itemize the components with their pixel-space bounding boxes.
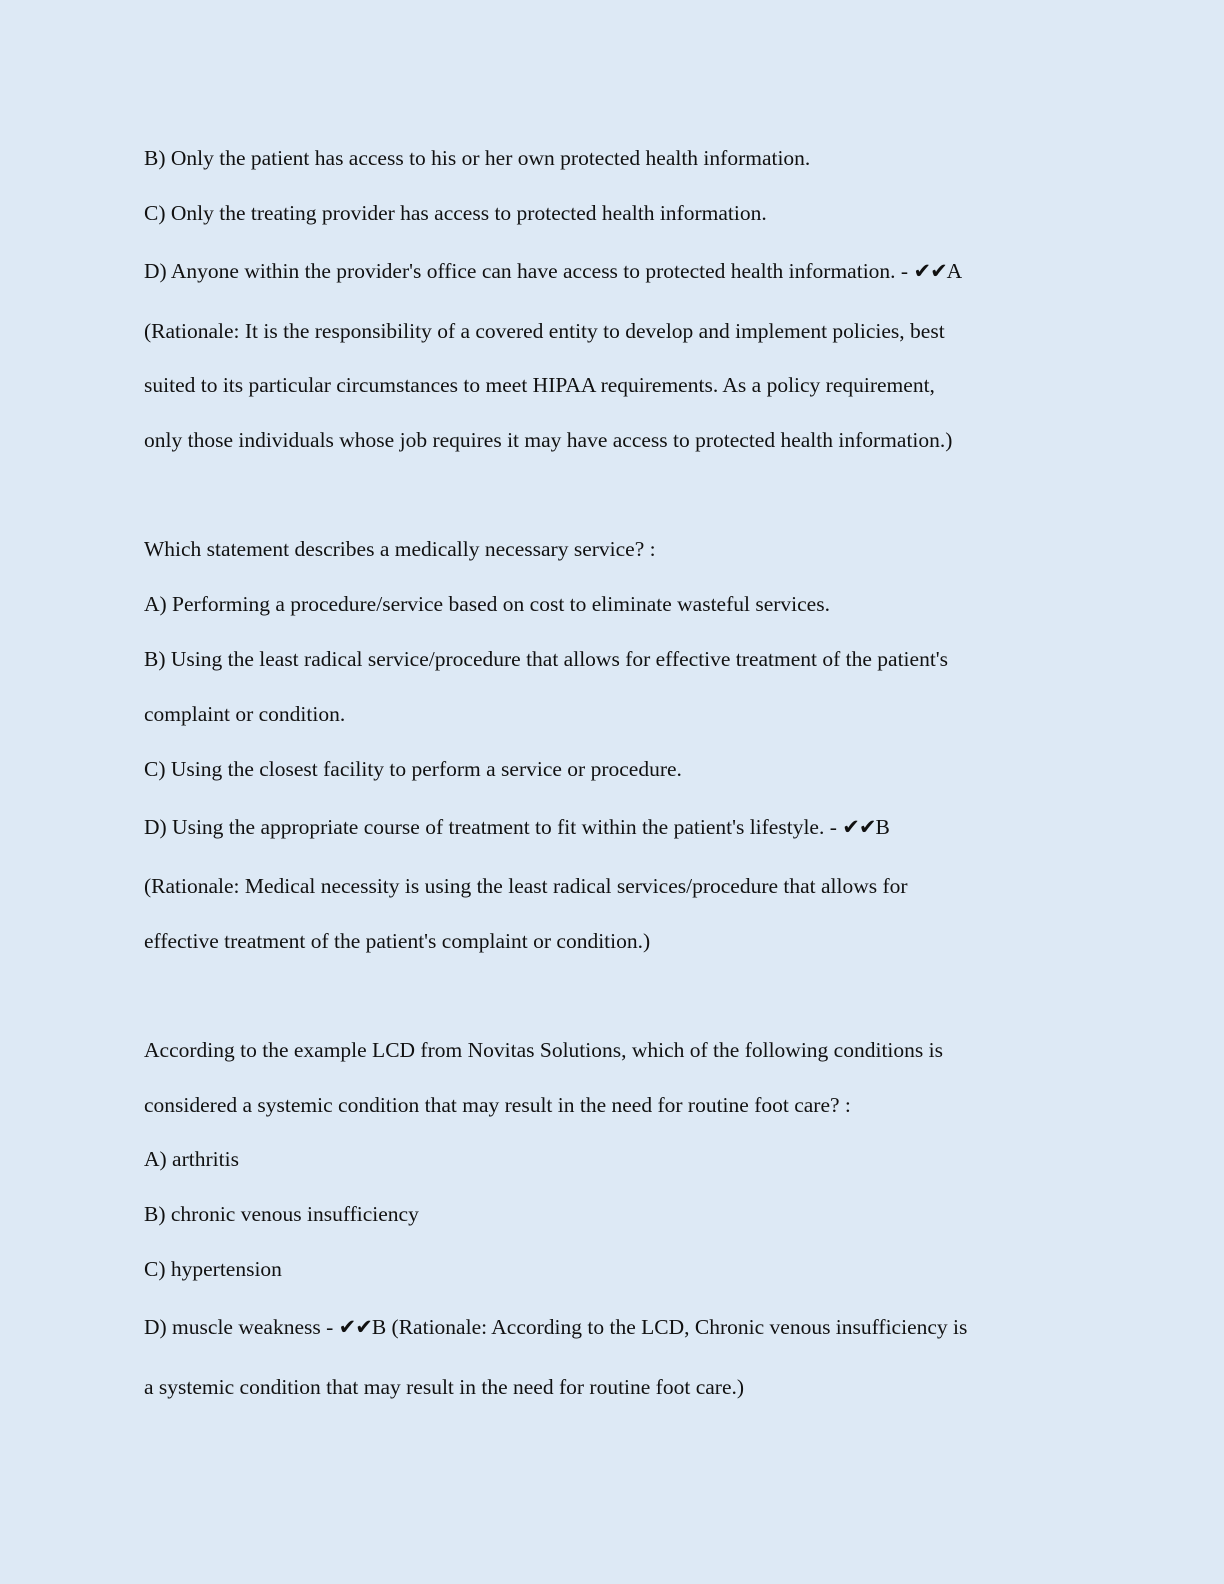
q2-option-b-line-2: complaint or condition. [144,702,346,726]
q1-option-b: B) Only the patient has access to his or her own protected health information. [144,146,811,170]
q3-question-line-2: considered a systemic condition that may result in the need for routine foot care? : [144,1093,851,1117]
q1-rationale-line-2: suited to its particular circumstances to meet HIPAA requirements. As a policy requirement, [144,373,935,397]
q2-rationale-line-1: (Rationale: Medical necessity is using the least radical services/procedure that allows for [144,874,908,898]
q2-option-c: C) Using the closest facility to perform a service or procedure. [144,757,682,781]
q1-rationale-line-3: only those individuals whose job requires it may have access to protected health information.) [144,428,953,452]
q3-option-d-line [144,1313,967,1341]
check-mark-icon: ✔✔ [913,259,947,283]
q2-option-d-line [144,813,890,841]
q3-option-b: B) chronic venous insufficiency [144,1202,419,1226]
q2-rationale-line-2: effective treatment of the patient's complaint or condition.) [144,929,651,953]
check-mark-icon: ✔✔ [338,1315,372,1339]
q3-answer-rationale: B (Rationale: According to the LCD, Chronic venous insufficiency is [371,1315,968,1339]
q3-rationale-line-2: a systemic condition that may result in the need for routine foot care.) [144,1375,745,1399]
q2-question: Which statement describes a medically necessary service? : [144,537,656,561]
check-mark-icon: ✔✔ [842,815,876,839]
q2-answer: B [875,815,890,839]
q3-question-line-1: According to the example LCD from Novitas Solutions, which of the following conditions is [144,1038,943,1062]
q3-option-c: C) hypertension [144,1257,282,1281]
q1-option-c: C) Only the treating provider has access to protected health information. [144,201,767,225]
q1-option-d-line [144,257,962,285]
q2-option-d: D) Using the appropriate course of treatment to fit within the patient's lifestyle. - [144,815,843,839]
q1-rationale-line-1: (Rationale: It is the responsibility of a covered entity to develop and implement policies, best [144,319,945,343]
q3-option-d: D) muscle weakness - [144,1315,339,1339]
q3-option-a: A) arthritis [144,1147,239,1171]
q1-answer: A [946,259,963,283]
q2-option-a: A) Performing a procedure/service based on cost to eliminate wasteful services. [144,592,830,616]
q1-option-d: D) Anyone within the provider's office can have access to protected health information. - [144,259,914,283]
q2-option-b-line-1: B) Using the least radical service/procedure that allows for effective treatment of the patient's [144,647,949,671]
